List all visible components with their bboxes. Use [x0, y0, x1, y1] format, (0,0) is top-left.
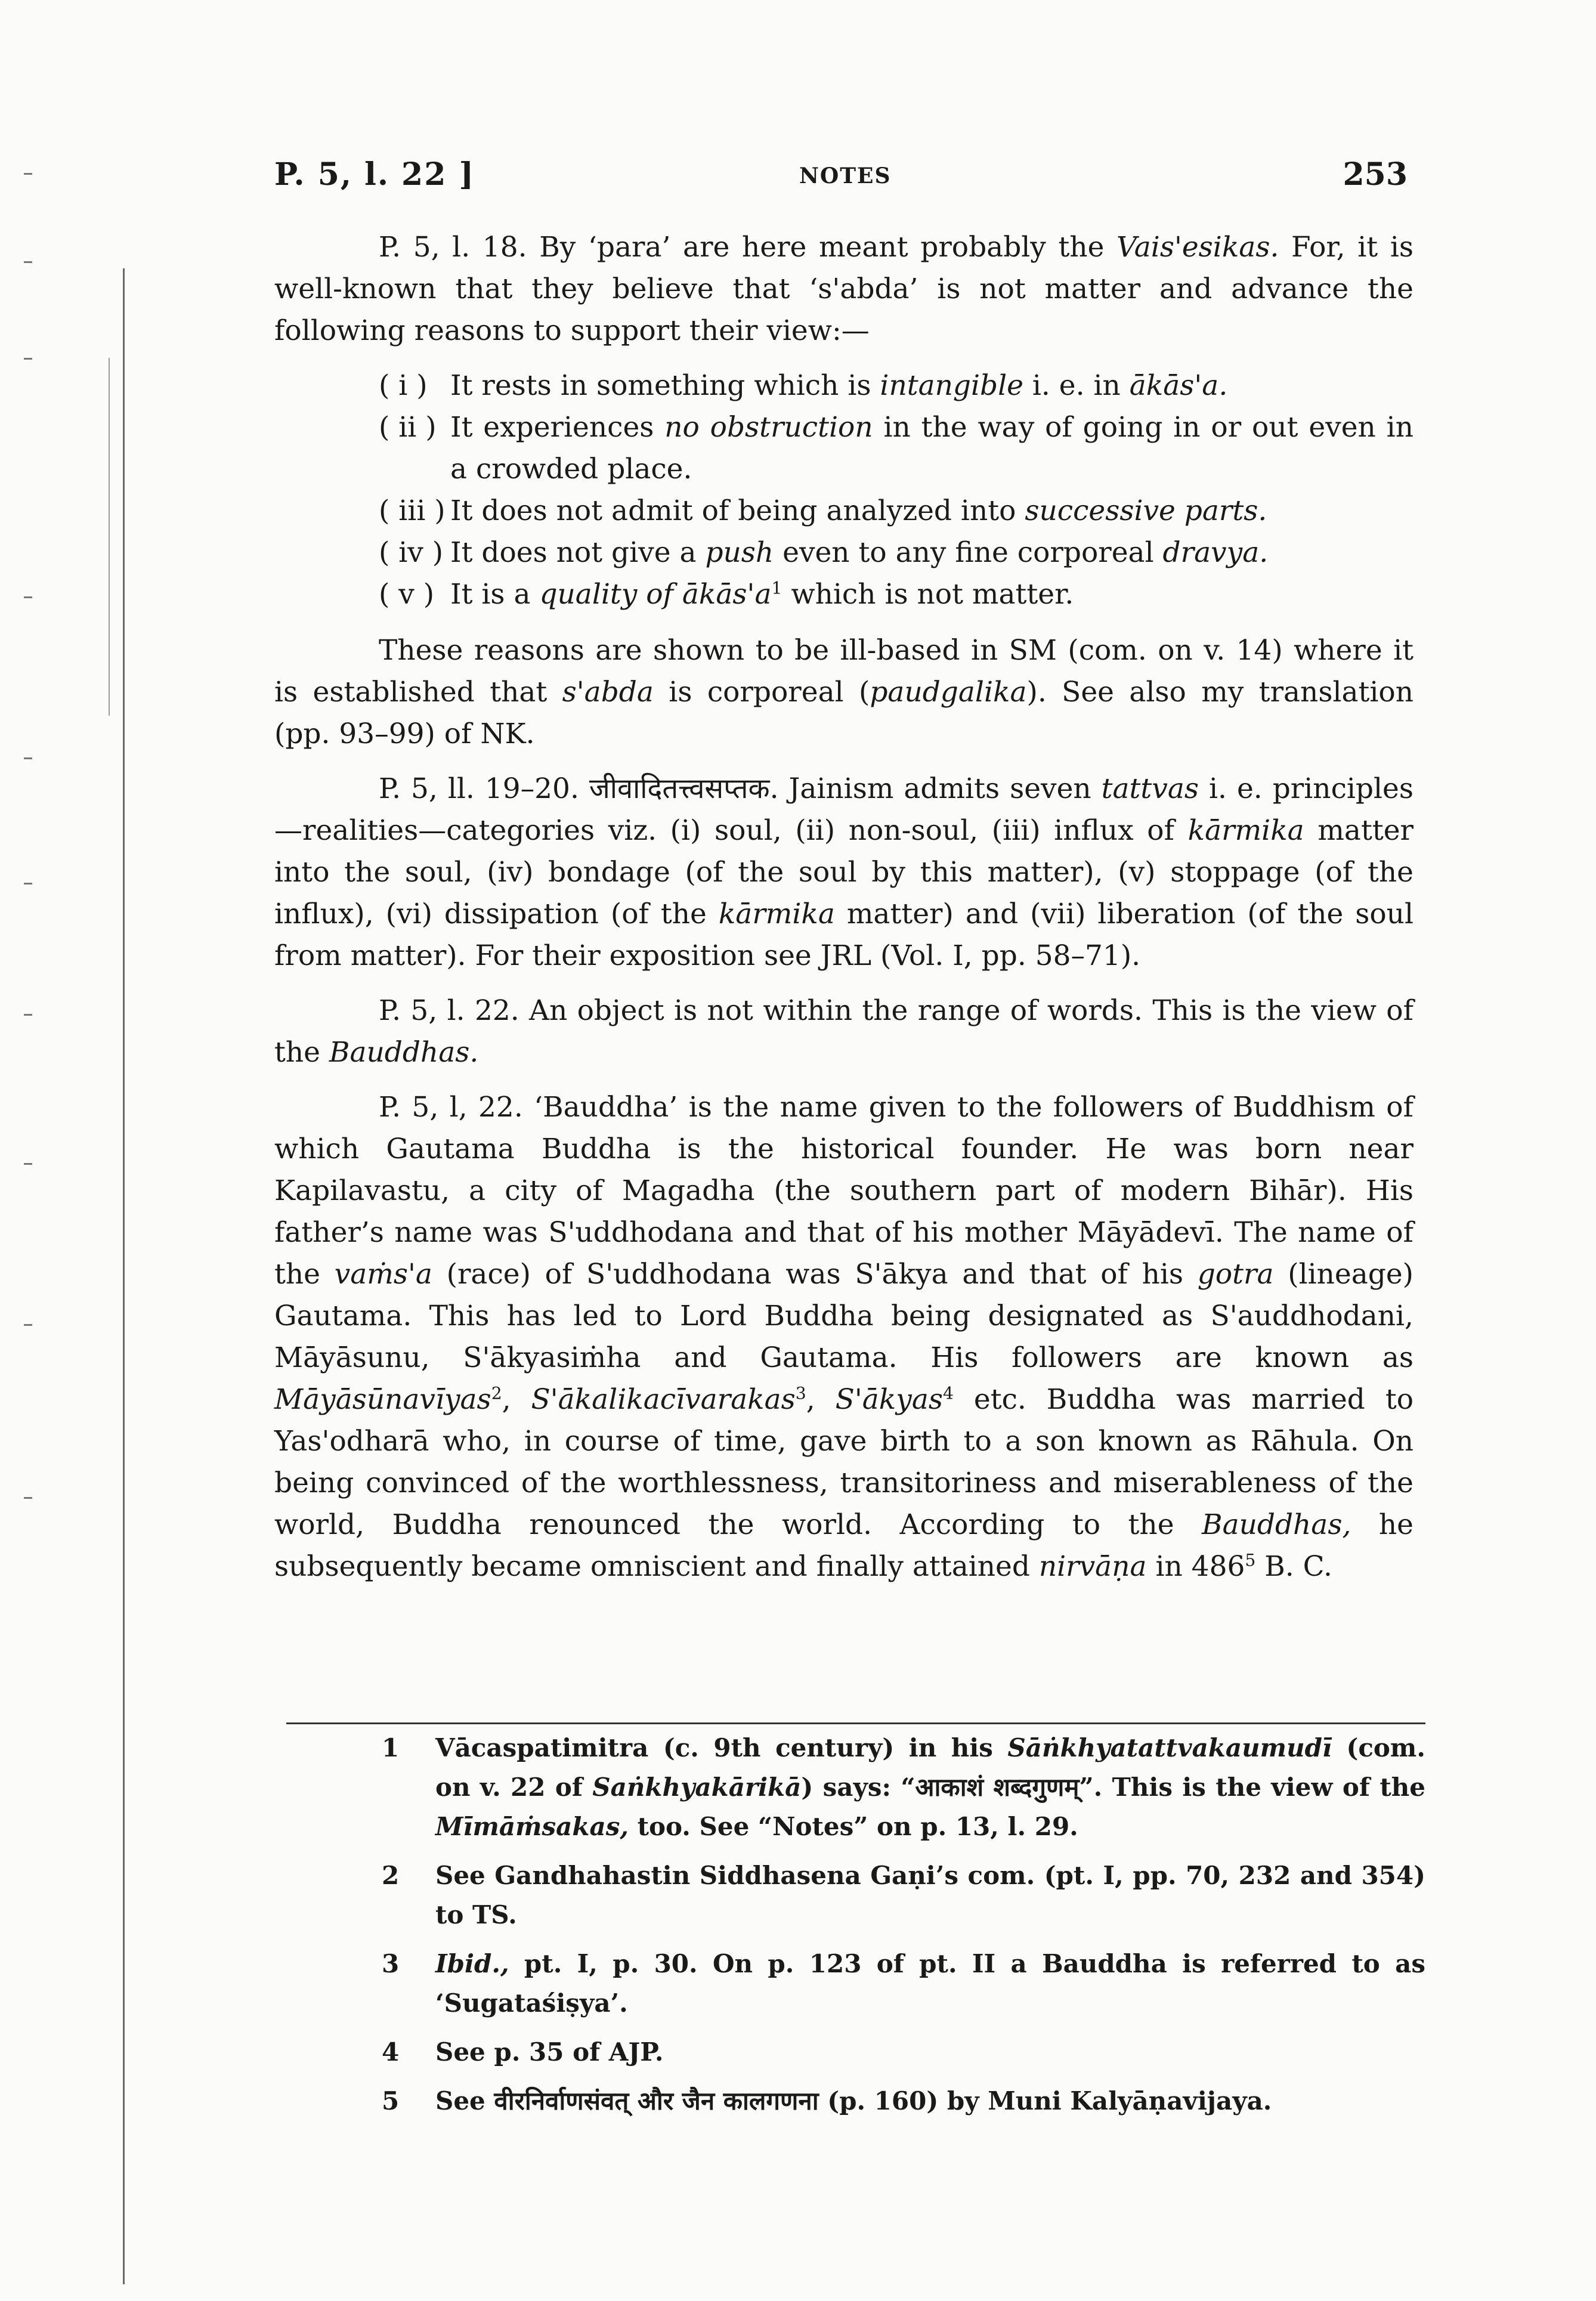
- note-paragraph-para: P. 5, l. 18. By ‘para’ are here meant probably the Vais'esikas. For, it is well-known that they believe that ‘s'abda’ is not matter and advance the following reasons to support their view:—: [274, 231, 1413, 347]
- footnote-marker: 2: [491, 1383, 502, 1403]
- footnote-marker: 1: [771, 578, 782, 598]
- reasons-list: [379, 365, 1413, 616]
- header-title: NOTES: [799, 163, 892, 188]
- reason-item: ( iii ) It does not admit of being analyzed into successive parts.: [379, 494, 1267, 527]
- footnote-4: 4 See p. 35 of AJP.: [382, 2037, 664, 2067]
- header-section-ref: P. 5, l. 22 ]: [274, 156, 475, 193]
- notes-body: [274, 227, 1413, 1601]
- footnote-marker: 5: [1245, 1550, 1256, 1570]
- margin-tick: [24, 596, 32, 598]
- footnote-marker: 4: [942, 1383, 954, 1403]
- reason-item: ( ii ) It experiences no obstruction in the way of going in or out even in a crowded place.: [379, 411, 1413, 485]
- footnote-2: 2 See Gandhahastin Siddhasena Gaṇi’s com. (pt. I, pp. 70, 232 and 354) to TS.: [382, 1861, 1425, 1929]
- margin-tick: [24, 883, 32, 884]
- margin-tick: [24, 173, 32, 175]
- reason-item: ( iv ) It does not give a push even to any fine corporeal dravya.: [379, 536, 1269, 569]
- footnote-1: 1 Vācaspatimitra (c. 9th century) in his Sāṅkhyatattvakaumudī (com. on v. 22 of Saṅkhyakārikā) says: “आकाशं शब्दगुणम्”. This is the view of the Mīmāṁsakas, too. See “Notes” on p. 13, l. 29.: [382, 1733, 1425, 1841]
- margin-tick: [24, 757, 32, 759]
- margin-tick: [24, 261, 32, 263]
- margin-tick: [24, 358, 32, 360]
- footnote-5: 5 See वीरनिर्वाणसंवत् और जैन कालगणना (p. 160) by Muni Kalyāṇavijaya.: [382, 2086, 1272, 2116]
- footnote-marker: 3: [795, 1383, 806, 1403]
- reason-item: ( i ) It rests in something which is intangible i. e. in ākās'a.: [379, 369, 1228, 402]
- page-margin-line-secondary: [109, 358, 110, 716]
- note-paragraph-ill-based: These reasons are shown to be ill-based in SM (com. on v. 14) where it is established that s'abda is corporeal (paudgalika). See also my translation (pp. 93–99) of NK.: [274, 634, 1413, 750]
- footnotes: [370, 1728, 1425, 2130]
- note-paragraph-bauddhas-view: P. 5, l. 22. An object is not within the range of words. This is the view of the Bauddhas.: [274, 994, 1413, 1069]
- margin-tick: [24, 1324, 32, 1326]
- page-margin-line: [123, 268, 125, 2284]
- margin-tick: [24, 1497, 32, 1499]
- footnote-rule: [286, 1722, 1425, 1724]
- note-paragraph-buddha: P. 5, l, 22. ‘Bauddha’ is the name given to the followers of Buddhism of which Gautama Buddha is the historical founder. He was born near Kapilavastu, a city of Magadha (the southern part of modern Bihār). His father’s name was S'uddhodana and that of his mother Māyādevī. The name of the vaṁs'a (race) of S'uddhodana was S'ākya and that of his gotra (lineage) Gautama. This has led to Lord Buddha being designated as S'auddhodani, Māyāsunu, S'ākyasiṁha and Gautama. His followers are known as Māyāsūnavīyas$^2$, S'ākalikacīvarakas$^3$, S'ākyas$^4$ etc. Buddha was married to Yas'odharā who, in course of time, gave birth to a son known as Rāhula. On being convinced of the worthlessness, transitoriness and miserableness of the world, Buddha renounced the world. According to the Bauddhas, he subsequently became omniscient and finally attained nirvāṇa in $486^5$ B. C.: [274, 1091, 1413, 1583]
- footnote-3: 3 Ibid., pt. I, p. 30. On p. 123 of pt. II a Bauddha is referred to as ‘Sugataśiṣya’.: [382, 1949, 1425, 2018]
- margin-tick: [24, 1014, 32, 1016]
- running-header: [274, 156, 1408, 204]
- reason-item: ( v ) It is a quality of $ākās'a^1$ which is not matter.: [379, 578, 1074, 611]
- note-paragraph-tattvas: P. 5, ll. 19–20. जीवादितत्त्वसप्तक. Jainism admits seven tattvas i. e. principles—realities—categories viz. (i) soul, (ii) non-soul, (iii) influx of kārmika matter into the soul, (iv) bondage (of the soul by this matter), (v) stoppage (of the influx), (vi) dissipation (of the kārmika matter) and (vii) liberation (of the soul from matter). For their exposition see JRL (Vol. I, pp. 58–71).: [274, 772, 1414, 972]
- margin-tick: [24, 1163, 32, 1165]
- page-number: 253: [1343, 156, 1408, 193]
